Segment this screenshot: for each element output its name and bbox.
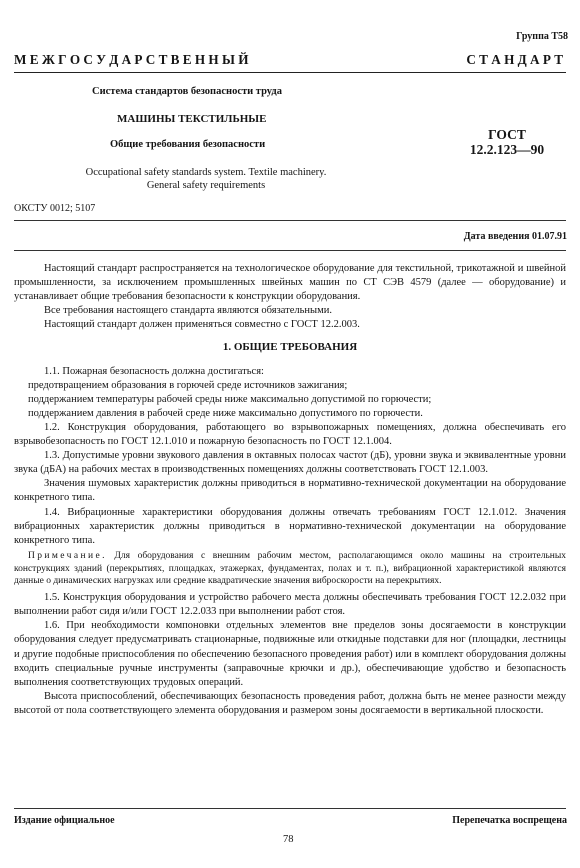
banner-word-interstate: М Е Ж Г О С У Д А Р С Т В Е Н Н Ы Й xyxy=(14,52,249,67)
reprint-prohibited-label: Перепечатка воспрещена xyxy=(452,815,567,826)
clause-1-4: 1.4. Вибрационные характеристики оборудования должны отвечать требованиям ГОСТ 12.1.012. Значения вибрационных характеристик должны приводиться в нормативно-технической документации на оборудование конкретного типа. xyxy=(14,506,566,546)
footer-rule xyxy=(14,808,566,809)
scope-paragraph: Настоящий стандарт распространяется на технологическое оборудование для текстильной, трикотажной и швейной промышленности, за исключением промышленных швейных машин по СТ СЭВ 4579 (далее — оборудование) и устанавливает общие требования безопасности к конструкции оборудования. xyxy=(14,263,566,303)
note xyxy=(14,550,566,588)
clause-1-1: 1.1. Пожарная безопасность должна достигаться: xyxy=(44,365,264,377)
clause-1-6: 1.6. При необходимости компоновки отдельных элементов вне пределов зоны досягаемости в конструкции оборудования следует предусматривать стационарные, подвижные или откидные подставки для ног (площадки, лестницы и другие подобные приспособления по обеспечению безопасного проведения работ) или в комплект оборудования должны входить специальные ручные инструменты (заправочные крючки и др.), обеспечивающие удобство и безопасность выполнения соответствующих трудовых операций. xyxy=(14,620,566,688)
gost-number: 12.2.123—90 xyxy=(469,142,545,157)
clause-1-3: 1.3. Допустимые уровни звукового давления в октавных полосах частот (дБ), уровни звука и эквивалентные уровни звука (дБА) на рабочих местах в производственных помещениях должны соответствовать ГОСТ 12.1.003. xyxy=(14,450,566,476)
banner-rule xyxy=(14,72,566,73)
note-text: Для оборудования с внешним рабочим местом, располагающимся около машины на строительных конструкциях зданий (перекрытиях, площадках, этажерках, фундаментах, полах и т. п.), вибрационной характеристикой являются данные о динамических нагрузках или средние квадратические значения виброскорости на перекрытиях. xyxy=(14,550,566,587)
gost-designation xyxy=(458,127,556,157)
english-title xyxy=(66,166,346,192)
related-standard-paragraph: Настоящий стандарт должен применяться совместно с ГОСТ 12.2.003. xyxy=(44,319,360,331)
clause-1-1-item-a: предотвращением образования в горючей среде источников зажигания; xyxy=(28,379,348,391)
document-body xyxy=(14,262,566,718)
standards-system-title: Система стандартов безопасности труда xyxy=(92,86,282,97)
page-number: 78 xyxy=(283,834,294,845)
group-code: Группа Т58 xyxy=(516,31,568,42)
clause-1-5: 1.5. Конструкция оборудования и устройство рабочего места должны обеспечивать требования ГОСТ 12.2.032 при выполнении работ сидя и/или ГОСТ 12.2.033 при выполнении работ стоя. xyxy=(14,592,566,618)
classification-code: ОКСТУ 0012; 5107 xyxy=(14,203,96,214)
mandatory-paragraph: Все требования настоящего стандарта являются обязательными. xyxy=(44,305,332,317)
clause-1-1-item-c: поддержанием давления в рабочей среде ниже максимально допустимого по горючести. xyxy=(28,407,423,419)
section-heading: 1. ОБЩИЕ ТРЕБОВАНИЯ xyxy=(222,341,358,354)
banner-word-standard: С Т А Н Д А Р Т xyxy=(466,52,563,67)
gost-label: ГОСТ xyxy=(488,127,526,142)
official-edition-label: Издание официальное xyxy=(14,815,115,826)
english-title-line2: General safety requirements xyxy=(146,180,266,191)
english-title-line1: Occupational safety standards system. Textile machinery. xyxy=(85,167,327,178)
document-subtitle: Общие требования безопасности xyxy=(110,139,266,150)
standard-banner xyxy=(14,52,563,68)
clause-1-6-height: Высота приспособлений, обеспечивающих безопасность проведения работ, должна быть не менее разности между высотой от пола соответствующего элемента оборудования и размером зоны досягаемости в вертикальной плоскости. xyxy=(14,690,566,716)
clause-1-3-noise: Значения шумовых характеристик должны приводиться в нормативно-технической документации на оборудование конкретного типа. xyxy=(14,478,566,504)
date-rule xyxy=(14,250,566,251)
clause-1-2: 1.2. Конструкция оборудования, работающего во взрывопожарных помещениях, должна обеспечивать его взрывобезопасность по ГОСТ 12.1.010 и пожарную безопасность по ГОСТ 12.1.004. xyxy=(14,421,566,448)
clause-1-1-item-b: поддержанием температуры рабочей среды ниже максимально допустимой по горючести; xyxy=(28,393,432,405)
note-label: Примечание. xyxy=(28,550,107,561)
introduction-date: Дата введения 01.07.91 xyxy=(463,231,567,242)
document-title: МАШИНЫ ТЕКСТИЛЬНЫЕ xyxy=(117,113,267,125)
header-rule xyxy=(14,220,566,221)
